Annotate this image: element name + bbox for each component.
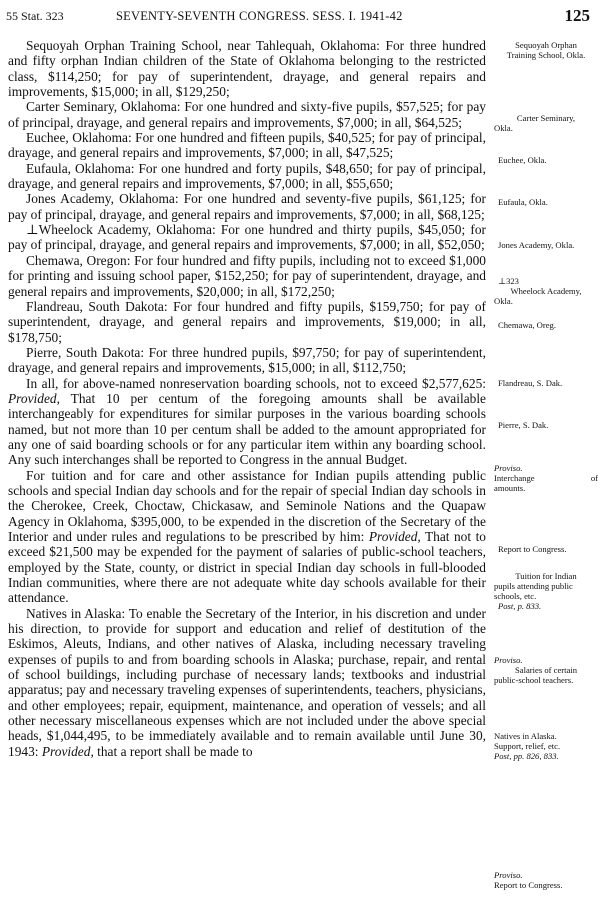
margin-note-line: Natives in Alaska. xyxy=(494,731,557,741)
margin-note-line: Salaries of certain xyxy=(514,665,578,675)
paragraph-eufaula: Eufaula, Oklahoma: For one hundred and forty pupils, $48,650; for pay of principal, drayage, and general repairs and improvements, $7,000; in all, $55,650; xyxy=(8,160,486,192)
margin-note-line: Jones Academy, Okla. xyxy=(498,240,575,250)
margin-note-salaries xyxy=(494,655,598,685)
margin-note-line: Chemawa, Oreg. xyxy=(498,320,556,330)
margin-note-flandreau xyxy=(494,378,598,388)
paragraph-in-all xyxy=(8,376,486,468)
margin-note-natives-alaska xyxy=(494,731,598,761)
proviso-label: Proviso. xyxy=(494,463,523,473)
paragraph-text: Natives in Alaska: To enable the Secretary of the Interior, in his discretion and under his direction, to provide for support and education and relief of destitution of the Eskimos, Aleuts, Indians, and other natives of Alaska, including necessary traveling expenses of pupils to and from boarding schools in Alaska; purchase, repair, and rental of school buildings, including purchase of necessary lands; textbooks and industrial apparatus; pay and necessary traveling expenses of superintendents, teachers, physicians, and other employees; repair, equipment, maintenance, and operation of vessels; and all other necessary miscellaneous expenses which are not included under the above special heads, $1,044,495, to be immediately available and to remain available until June 30, 1943: xyxy=(8,605,486,759)
margin-note-carter xyxy=(494,113,598,133)
proviso-label: Proviso. xyxy=(494,870,523,880)
paragraph-wheelock: ⊥Wheelock Academy, Oklahoma: For one hundred and thirty pupils, $45,050; for pay of principal, drayage, and general repairs and improvements, $7,000; in all, $52,050; xyxy=(8,222,486,253)
cross-reference: Post, pp. 826, 833. xyxy=(494,751,559,761)
proviso-word: Provided, xyxy=(8,390,60,406)
page-break-marker: ⊥323 xyxy=(498,276,519,286)
margin-note-pierre xyxy=(494,420,598,430)
margin-note-line: Carter Seminary, xyxy=(516,113,576,123)
paragraph-jones: Jones Academy, Oklahoma: For one hundred and seventy-five pupils, $61,125; for pay of principal, drayage, and general repairs and improvements, $7,000; in all, $68,125; xyxy=(8,191,486,222)
statute-citation: 55 Stat. 323 xyxy=(6,9,64,23)
margin-note-report-2 xyxy=(494,870,598,890)
proviso-word: Provided, xyxy=(41,743,94,759)
proviso-label: Proviso. xyxy=(494,655,523,665)
margin-note-line: schools, etc. xyxy=(494,591,537,601)
margin-note-line: Support, relief, etc. xyxy=(494,741,561,751)
congress-session-title: SEVENTY-SEVENTH CONGRESS. SESS. I. 1941-42 xyxy=(116,9,403,23)
margin-note-euchee xyxy=(494,155,598,165)
paragraph-carter: Carter Seminary, Oklahoma: For one hundred and sixty-five pupils, $57,525; for pay of principal, drayage, and general repairs and improvements, $7,000; in all, $64,525; xyxy=(8,99,486,130)
paragraph-text: that a report shall be made to xyxy=(93,743,253,759)
margin-note-line: pupils attending public xyxy=(494,581,573,591)
margin-note-line: amounts. xyxy=(494,483,526,493)
margin-note-line: Pierre, S. Dak. xyxy=(498,420,549,430)
margin-note-line: Eufaula, Okla. xyxy=(498,197,548,207)
margin-note-eufaula xyxy=(494,197,598,207)
paragraph-text: For tuition and for care and other assistance for Indian pupils attending public schools and special Indian day schools and for the repair of special Indian day schools in the Cherokee, Creek, Choctaw, Chickasaw, and Seminole Nations and the Quapaw Agency in Oklahoma, $395,000, to be expended in the discretion of the Secretary of the Interior and under rules and regulations to be prescribed by him: xyxy=(8,467,486,544)
margin-note-line: Training School, Okla. xyxy=(506,50,586,60)
margin-note-line: public-school teachers. xyxy=(494,675,574,685)
margin-note-chemawa xyxy=(494,320,598,330)
margin-note-jones xyxy=(494,240,598,250)
margin-note-line: Interchange of xyxy=(494,473,598,483)
margin-note-report-1 xyxy=(494,544,598,554)
paragraph-text: That not to exceed $21,500 may be expended for the payment of salaries of public-school teachers, employed by the State, county, or district in special Indian day schools in full-blooded Indian communities, where there are not adequate white day schools available for their attendance. xyxy=(8,529,486,606)
margin-note-line: Sequoyah Orphan xyxy=(515,40,577,50)
proviso-word: Provided, xyxy=(368,529,421,544)
paragraph-flandreau: Flandreau, South Dakota: For four hundred and fifty pupils, $159,750; for pay of superintendent, drayage, and general repairs and improvements, $19,000; in all, $178,750; xyxy=(8,298,486,345)
margin-note-line: Flandreau, S. Dak. xyxy=(498,378,563,388)
paragraph-euchee: Euchee, Oklahoma: For one hundred and fifteen pupils, $40,525; for pay of principal, drayage, and general repairs and improvements, $7,000; in all, $47,525; xyxy=(8,130,486,161)
paragraph-chemawa: Chemawa, Oregon: For four hundred and fifty pupils, including not to exceed $1,000 for printing and issuing school paper, $152,250; for pay of superintendent, drayage, and general repairs and improvements, $20,000; in all, $172,250; xyxy=(8,252,486,299)
margin-note-sequoyah xyxy=(494,40,598,60)
margin-note-line: Tuition for Indian xyxy=(515,571,577,581)
margin-note-line: Report to Congress. xyxy=(498,544,567,554)
cross-reference: Post, p. 833. xyxy=(498,601,542,611)
margin-note-line: Okla. xyxy=(494,123,513,133)
paragraph-text: That 10 per centum of the foregoing amounts shall be available interchangeably for expenditures for similar purposes in the various boarding schools named, but not more than 10 per centum shall be added to the amount appropriated for any one of said boarding schools or for any particular item within any boarding school. Any such interchanges shall be reported to Congress in the annual Budget. xyxy=(8,390,486,468)
margin-note-line: Wheelock Academy, xyxy=(510,286,582,296)
paragraph-natives-alaska xyxy=(8,606,486,759)
margin-note-wheelock xyxy=(494,276,598,306)
paragraph-sequoyah: Sequoyah Orphan Training School, near Tahlequah, Oklahoma: For three hundred and fifty orphan Indian children of the State of Oklahoma belonging to the restricted class, $114,250; for pay of superintendent, drayage, and general repairs and improvements, $15,000; in all, $129,250; xyxy=(8,38,486,100)
margin-note-line: Okla. xyxy=(494,296,513,306)
body-text xyxy=(8,38,486,759)
margin-note-line: Euchee, Okla. xyxy=(498,155,547,165)
margin-note-tuition xyxy=(494,571,598,611)
page-number: 125 xyxy=(564,6,590,25)
running-header xyxy=(6,6,590,28)
margin-note-interchange xyxy=(494,463,598,493)
margin-note-line: Report to Congress. xyxy=(494,880,563,890)
paragraph-text: In all, for above-named nonreservation boarding schools, not to exceed $2,577,625: xyxy=(26,375,486,391)
paragraph-tuition xyxy=(8,468,486,606)
paragraph-pierre: Pierre, South Dakota: For three hundred pupils, $97,750; for pay of superintendent, drayage, and general repairs and improvements, $15,000; in all, $112,750; xyxy=(8,344,486,376)
